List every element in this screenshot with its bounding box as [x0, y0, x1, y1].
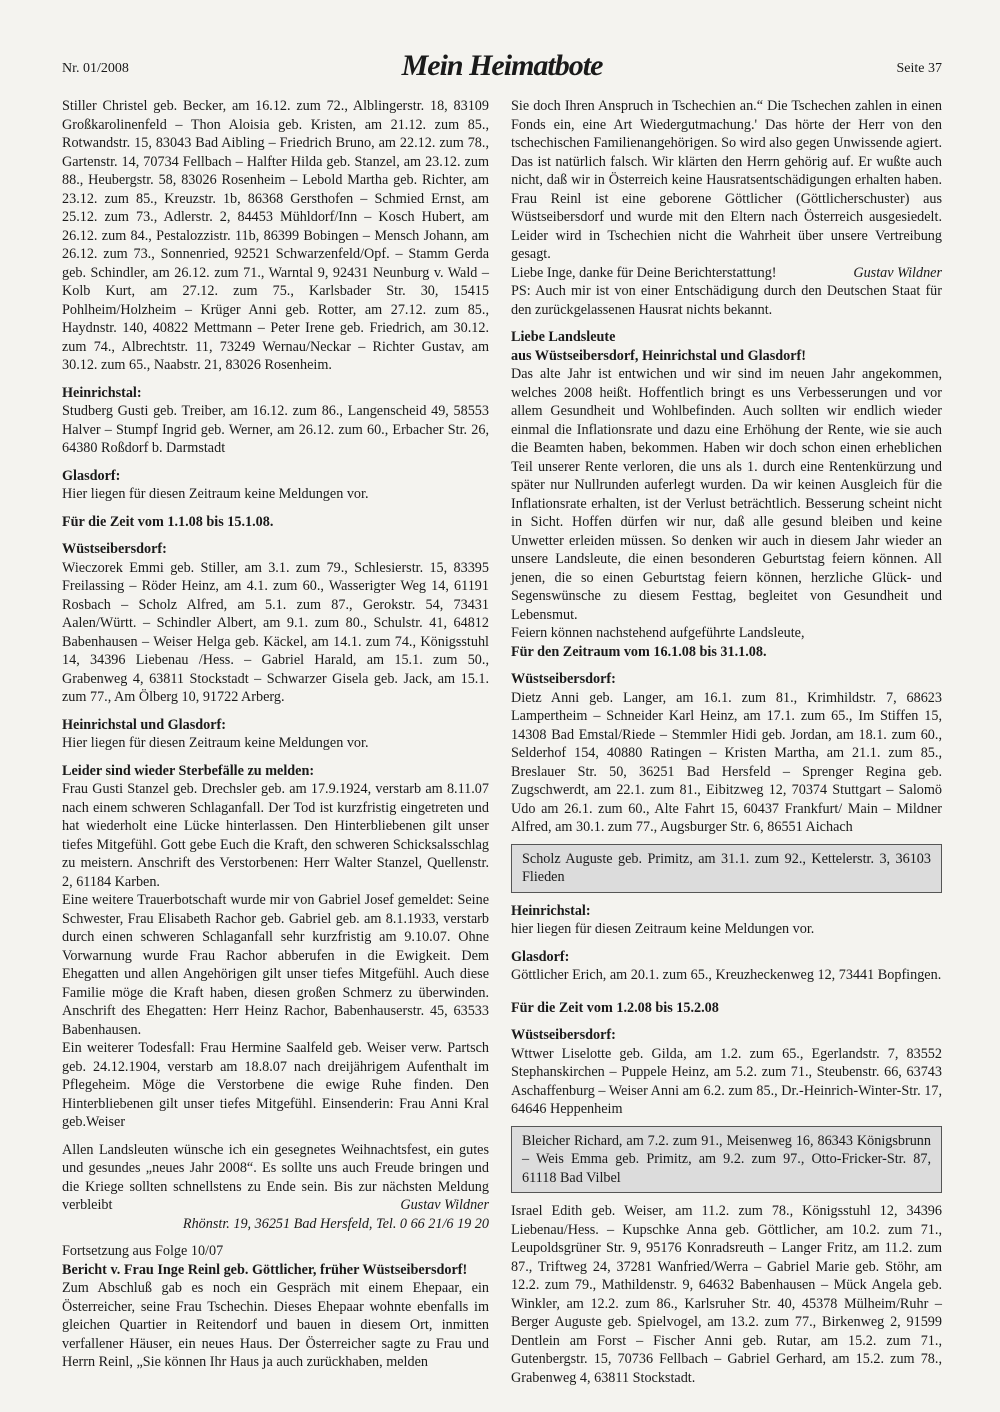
obituary-text: Ein weiterer Todesfall: Frau Hermine Saalfeld geb. Weiser verw. Partsch geb. 24.12.1904, verstarb am 18.8.07 nach dreijährigem Aufenthalt im Pflegeheim. Möge die Verstorbene die ewige Ruhe finden. Den Hinterbliebenen gilt unser tiefes Mitgefühl. Einsenderin: Frau Anni Kral geb.Weiser [62, 1040, 489, 1130]
obituary-text: Frau Gusti Stanzel geb. Drechsler geb. am 17.9.1924, verstarb am 8.11.07 nach einem schweren Schlaganfall. Der Tod ist kurzfristig eingetreten und hat wiederholt eine Lücke hinterlassen. Den Hinterbliebenen gilt unser tiefes Mitgefühl. Gott gebe Euch die Kraft, den schweren Schicksalsschlag zu meistern. Anschrift des Verstorbenen: Herr Walter Stanzel, Quellenstr. 2, 61184 Karben. [62, 781, 489, 890]
birthday-list: Israel Edith geb. Weiser, am 11.2. zum 78., Königsstuhl 12, 34396 Liebenau/Hess. – Kupschke Anna geb. Göttlicher, am 10.2. zum 71., Leupoldsgrüner Str. 9, 95176 Konradsreuth – Langer Fritz, am 11.2. zum 87., Triftweg 24, 37281 Wanfried/Werra – Gabriel Marie geb. Stöhr, am 12.2. zum 79., Mathildenstr. 9, 64632 Babenhausen – Mück Angela geb. Winkler, am 12.2. zum 86., Karlsruher Str. 40, 45378 Mülheim/Ruhr – Berger Auguste geb. Spielvogel, am 13.2. zum 77., Birkenweg 2, 91599 Dentlein am Forst – Fischer Anni geb. Rutar, am 15.2. zum 71., Gutenbergstr. 15, 70736 Fellbach – Gabriel Gerhard, am 15.2. zum 78., Grabenweg 4, 63811 Stockstadt. [511, 1203, 942, 1386]
letter-heading: aus Wüstseibersdorf, Heinrichstal und Glasdorf! [511, 347, 806, 364]
birthday-list: Göttlicher Erich, am 20.1. zum 65., Kreuzheckenweg 12, 73441 Bopfingen. [511, 967, 942, 983]
report-heading: Bericht v. Frau Inge Reinl geb. Göttlicher, früher Wüstseibersdorf! [62, 1261, 468, 1278]
section-heading: Heinrichstal: [62, 384, 142, 401]
thanks-line [511, 264, 942, 283]
ps-text: PS: Auch mir ist von einer Entschädigung durch den Deutschen Staat für den zurückgelassenen Hausrat nichts bekannt. [511, 283, 942, 318]
letter-text: Feiern können nachstehend aufgeführte Landsleute, [511, 625, 805, 641]
signature-name: Gustav Wildner [853, 264, 942, 281]
continuation-note: Fortsetzung aus Folge 10/07 [62, 1243, 224, 1259]
signature-address: Rhönstr. 19, 36251 Bad Hersfeld, Tel. 0 66 21/6 19 20 [182, 1215, 489, 1232]
period-heading: Für den Zeitraum vom 16.1.08 bis 31.1.08. [511, 643, 767, 660]
obituary-text: Eine weitere Trauerbotschaft wurde mir von Gabriel Josef gemeldet: Seine Schwester, Frau Elisabeth Rachor geb. Gabriel geb. am 8.1.1933, verstarb durch einen schweren Schlaganfall sehr kurzfristig am 9.10.07. Ohne Vorwarnung wurde Frau Rachor abberufen in die Ewigkeit. Dem Ehegatten und allen Angehörigen gilt unser tiefes Mitgefühl. Auch diese Familie möge die Kraft haben, diesen großen Schmerz zu überwinden. Anschrift des Ehegatten: Herr Heinz Rachor, Babenhauserstr. 45, 63533 Babenhausen. [62, 892, 489, 1038]
section-heading: Heinrichstal und Glasdorf: [62, 716, 226, 733]
birthday-list: Dietz Anni geb. Langer, am 16.1. zum 81., Krimhildstr. 7, 68623 Lampertheim – Schneider Karl Heinz, am 17.1. zum 65., Im Stiffen 15, 14308 Bad Emstal/Riede – Stemmler Hidi geb. Jordan, am 18.1. zum 60., Selderhof 154, 40880 Ratingen – Kristen Martha, am 21.1. zum 85., Breslauer Str. 50, 36251 Bad Hersfeld – Sprenger Regina geb. Zugschwerdt, am 22.1. zum 81., Eibitzweg 12, 70374 Stuttgart – Salomö Udo am 26.1. zum 60., Alte Fahrt 15, 60437 Frankfurt/ Main – Mildner Alfred, am 30.1. zum 77., Augsburger Str. 6, 86551 Aichach [511, 689, 942, 835]
report-text: Zum Abschluß gab es noch ein Gespräch mit einem Ehepaar, ein Österreicher, seine Frau Tschechin. Dieses Ehepaar wohnte ebenfalls im gleichen Quartier in Reitendorf und bauen in diesem Ort, inmitten verfallener Häuser, ein neues Haus. Der Österreicher sagte zu Frau und Herrn Reinl, „Sie können Ihr Haus ja auch zurückhaben, melden [62, 1280, 489, 1370]
left-column [62, 97, 489, 1372]
notice-text: Hier liegen für diesen Zeitraum keine Meldungen vor. [62, 735, 369, 751]
page-header [62, 49, 942, 91]
section-heading: Leider sind wieder Sterbefälle zu melden: [62, 762, 315, 779]
signature-name: Gustav Wildner [400, 1197, 489, 1213]
birthday-list: Studberg Gusti geb. Treiber, am 16.12. zum 86., Langenscheid 49, 58553 Halver – Stumpf Ingrid geb. Werner, am 26.12. zum 60., Erbacher Str. 26, 64380 Roßdorf b. Darmstadt [62, 403, 489, 456]
birthday-list: Wttwer Liselotte geb. Gilda, am 1.2. zum 65., Egerlandstr. 7, 83552 Stephanskirchen – Puppele Heinz, am 5.2. zum 71., Steubenstr. 66, 63743 Aschaffenburg – Weiser Anni am 6.2. zum 85., Dr.-Heinrich-Winter-Str. 17, 64646 Heppenheim [511, 1045, 942, 1117]
period-heading: Für die Zeit vom 1.2.08 bis 15.2.08 [511, 999, 719, 1016]
masthead-logo: Mein Heimatbote [401, 49, 603, 82]
section-heading: Wüstseibersdorf: [511, 1027, 616, 1043]
highlight-box [511, 844, 942, 893]
birthday-list: Stiller Christel geb. Becker, am 16.12. zum 72., Alblingerstr. 18, 83109 Großkarolinenfeld – Thon Aloisia geb. Kristen, am 21.12. zum 85., Rotwandstr. 15, 83043 Bad Aibling – Friedrich Bruno, am 22.12. zum 78., Gartenstr. 14, 70734 Fellbach – Halfter Hilda geb. Stanzel, am 23.12. zum 88., Heubergstr. 58, 83026 Rosenheim – Lebold Martha geb. Richter, am 23.12. zum 85., Kreuzstr. 1b, 86368 Gersthofen – Schmied Ernst, am 25.12. zum 73., Adlerstr. 2, 84453 Mühldorf/Inn – Kosch Hubert, am 26.12. zum 84., Pestalozzistr. 11b, 86399 Bobingen – Mensch Johann, am 26.12. zum 73., Sonnenried, 92521 Schwarzenfeld/Opf. – Stamm Gerda geb. Schindler, am 26.12. zum 71., Warntal 9, 92431 Neunburg v. Wald – Kolb Kurt, am 27.12. zum 75., Karlsbader Str. 30, 15415 Pohlheim/Holzheim – Krüger Anni geb. Rotter, am 27.12. zum 85., Haydnstr. 140, 40822 Mettmann – Peter Irene geb. Friedrich, am 30.12. zum 74., Albrechtstr. 11, 73249 Wernau/Neckar – Richter Gustav, am 30.12. zum 65., Naabstr. 21, 83026 Rosenheim. [62, 98, 489, 373]
section-heading: Glasdorf: [511, 948, 570, 965]
report-text: Sie doch Ihren Anspruch in Tschechien an.“ Die Tschechen zahlen in einen Fonds ein, eine Art Wiedergutmachung.' Das hörte der Herr von den tschechischen Familienangehörigen. So wird also gegen Unwissende agiert. Das ist natürlich falsch. Wir klärten den Herrn gehörig auf. Er wußte auch nicht, daß wir in Österreich keine Hausratsentschädigungen erhalten haben. Frau Reinl ist eine geborene Göttlicher (Göttlicherschuster) aus Wüstseibersdorf und wurde mit den Eltern nach Österreich ausgesiedelt. Leider wird in Tschechien nicht die Wahrheit über unsere Vertreibung gesagt. [511, 98, 942, 262]
letter-text: Das alte Jahr ist entwichen und wir sind im neuen Jahr angekommen, welches 2008 heißt. Hoffentlich bringt es uns Verbesserungen und vor allem Gesundheit und Wohlbefinden. Auch sollten wir endlich wieder einmal die Inflationsrate und dazu eine Erhöhung der Rente, wie sie auch die Beamten haben, bekommen. Haben wir doch schon einen erheblichen Teil unserer Rente verloren, die uns als 1. durch eine Rentenkürzung und später nur Nullrunden auferlegt wurden. Da wir keinen Ausgleich für die Inflationsrate erhalten, ist der Verlust beträchtlich. Besserung scheint nicht in Sicht. Hoffen dürfen wir nur, daß alle gesund bleiben und keine Unwetter erleiden müssen. So denken wir auch in diesem Jahr wieder an unsere Landsleute, die einen besonderen Geburtstag feiern können. All jenen, die so einen Geburtstag feiern können, herzliche Glück- und Segenswünsche zu diesem Festtag, begleitet von Gesundheit und Lebensmut. [511, 366, 942, 623]
right-column [511, 97, 942, 1387]
highlight-box [511, 1126, 942, 1194]
birthday-entry: Bleicher Richard, am 7.2. zum 91., Meisenweg 16, 86343 Königsbrunn – Weis Emma geb. Primitz, am 9.2. zum 97., Otto-Fricker-Str. 87, 61118 Bad Vilbel [522, 1132, 931, 1186]
greeting-body: Allen Landsleuten wünsche ich ein gesegnetes Weihnachtsfest, ein gutes und gesundes „neues Jahr 2008“. Es sollte uns auch Freude bringen und die Kriege sollten schnellstens zu Ende sein. Bis zur nächsten Meldung verbleibt [62, 1141, 489, 1213]
letter-heading: Liebe Landsleute [511, 329, 616, 345]
thanks-text: Liebe Inge, danke für Deine Berichterstattung! [511, 264, 777, 281]
birthday-list: Wieczorek Emmi geb. Stiller, am 3.1. zum 79., Schlesierstr. 15, 83395 Freilassing – Röder Heinz, am 4.1. zum 60., Wasserigter Weg 14, 61191 Rosbach – Scholz Alfred, am 5.1. zum 87., Gerokstr. 54, 73431 Aalen/Württ. – Schindler Albert, am 9.1. zum 80., Schulstr. 41, 64812 Babenhausen – Weiser Helga geb. Käckel, am 14.1. zum 74., Königsstuhl 14, 34396 Liebenau /Hess. – Gabriel Harald, am 15.1. zum 50., Grabenweg 4, 63811 Stockstadt – Schwarzer Gisela geb. Jack, am 15.1. zum 77., Am Ölberg 10, 91722 Arberg. [62, 559, 489, 705]
section-heading: Wüstseibersdorf: [511, 671, 616, 687]
page-number: Seite 37 [896, 61, 942, 76]
section-heading: Heinrichstal: [511, 902, 591, 919]
birthday-entry: Scholz Auguste geb. Primitz, am 31.1. zum 92., Kettelerstr. 3, 36103 Flieden [522, 850, 931, 885]
period-heading: Für die Zeit vom 1.1.08 bis 15.1.08. [62, 513, 274, 530]
notice-text: hier liegen für diesen Zeitraum keine Meldungen vor. [511, 921, 815, 937]
issue-number: Nr. 01/2008 [62, 61, 129, 76]
section-heading: Glasdorf: [62, 467, 121, 484]
greeting-text [62, 1141, 489, 1215]
notice-text: Hier liegen für diesen Zeitraum keine Meldungen vor. [62, 486, 369, 502]
section-heading: Wüstseibersdorf: [62, 541, 167, 557]
